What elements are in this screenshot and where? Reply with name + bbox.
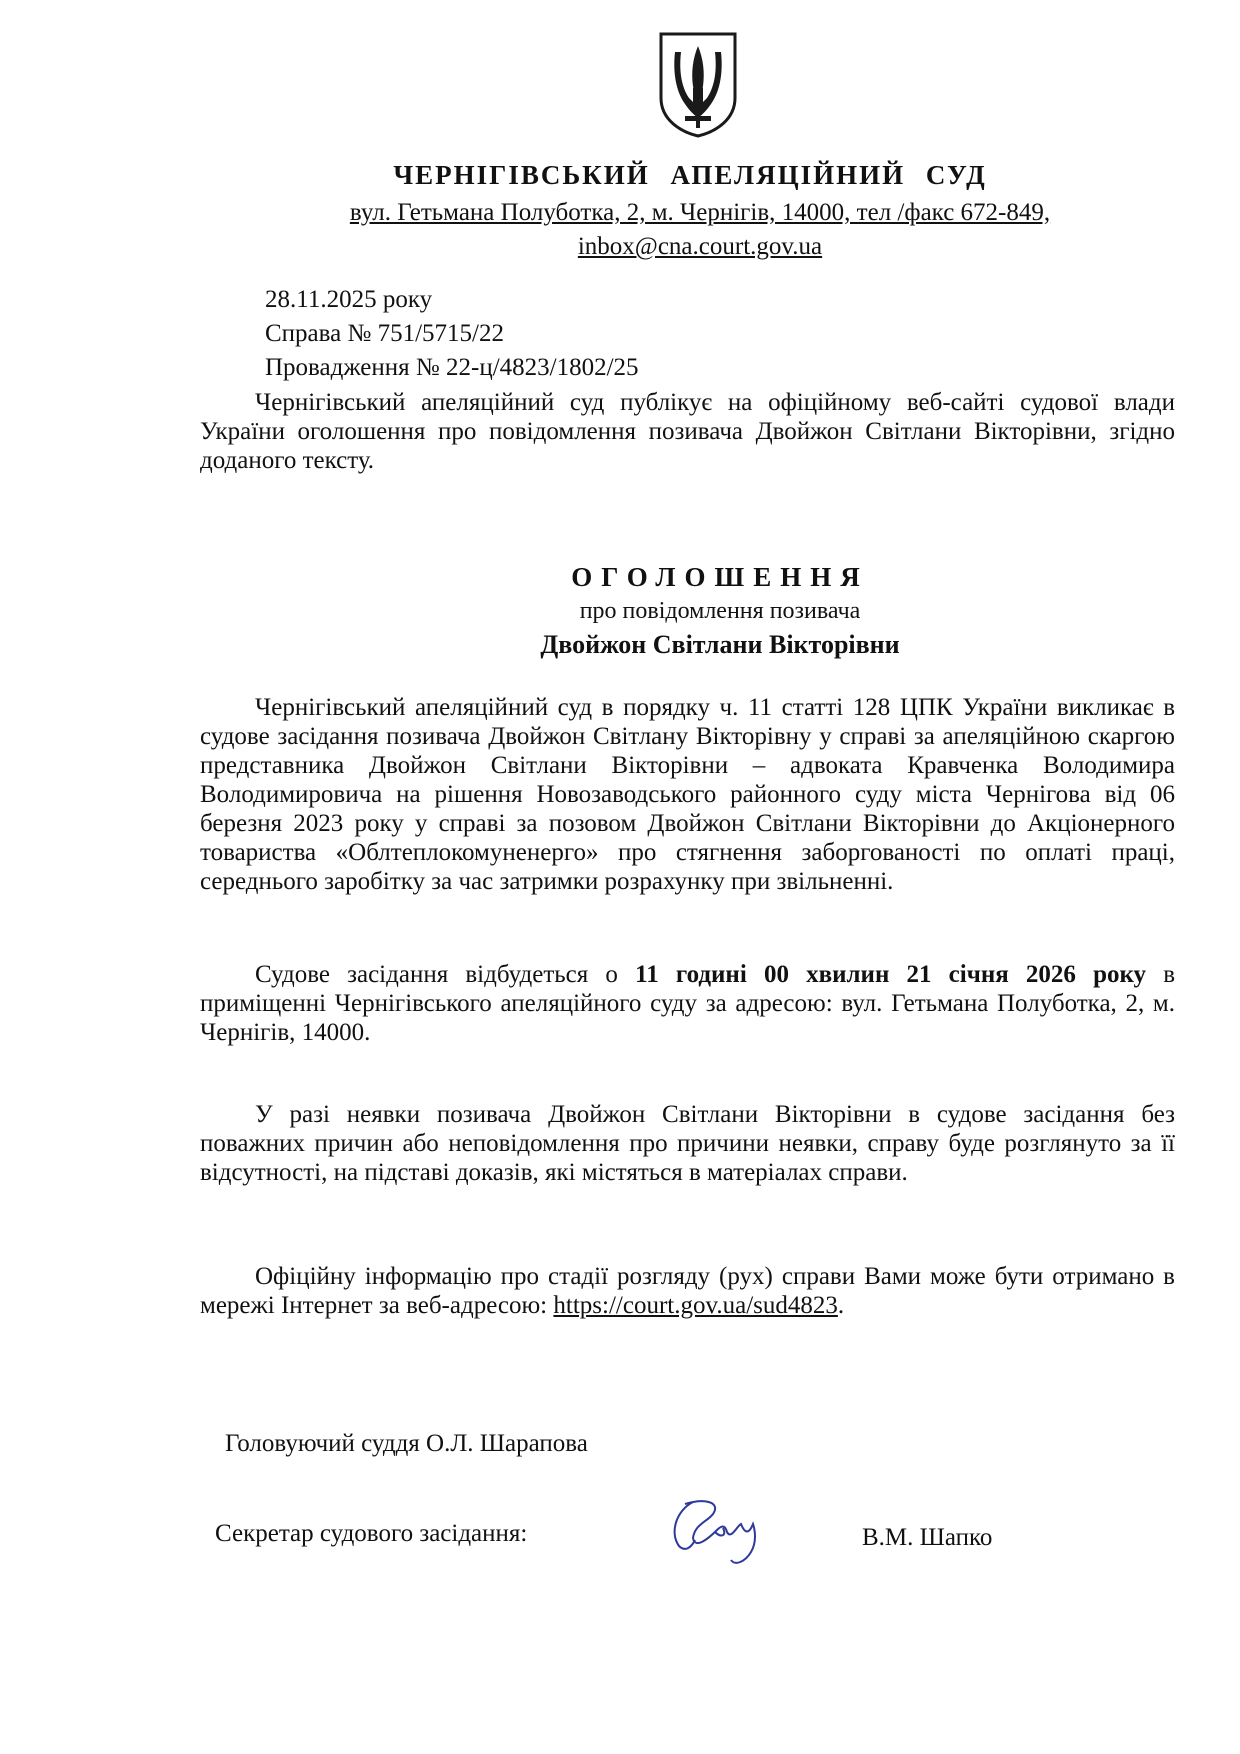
hearing-text-end: в приміщенні Чернігівського апеляційного суду за адресою: вул. Гетьмана Полуботка, 2, м. Чернігів, 14000. [200,961,1175,1046]
handwritten-signature [665,1490,795,1570]
court-name: ЧЕРНІГІВСЬКИЙ АПЕЛЯЦІЙНИЙ СУД [393,160,987,190]
hearing-text-start: Судове засідання відбудеться о [255,961,636,988]
address-line: вул. Гетьмана Полуботка, 2, м. Чернігів, 14000, тел /факс 672-849, [349,199,1051,226]
info-paragraph [200,1262,1175,1320]
secretary-label: Секретар судового засідання: [215,1520,528,1547]
summons-paragraph: Чернігівський апеляційний суд в порядку ч. 11 статті 128 ЦПК України викликає в судове засідання позивача Двойжон Світлану Вікторівну у справі за апеляційною скаргою представника Двойжон Світлани Вікторівни – адвоката Кравченка Володимира Володимировича на рішення Новозаводського районного суду міста Чернігова від 06 березня 2023 року у справі за позовом Двойжон Світлани Вікторівни до Акціонерного товариства «Облтеплокомуненерго» про стягнення заборгованості по оплаті праці, середнього заробітку за час затримки розрахунку при звільненні. [200,694,1175,895]
court-address [260,196,1140,264]
case-number: Справа № 751/5715/22 [265,320,504,347]
judge-signature-line: Головуючий суддя О.Л. Шарапова [225,1430,588,1457]
info-text-end: . [837,1292,845,1319]
absence-paragraph: У разі неявки позивача Двойжон Світлани Вікторівни в судове засідання без поважних причин або неповідомлення про причини неявки, справу буде розглянуто за її відсутності, на підставі доказів, які містяться в матеріалах справи. [200,1101,1175,1186]
secretary-name: В.М. Шапко [862,1524,993,1551]
announcement-title: ОГОЛОШЕННЯ [571,562,869,592]
court-website-link[interactable]: https://court.gov.ua/sud4823 [553,1292,838,1319]
document-date: 28.11.2025 року [265,286,433,313]
hearing-paragraph [200,960,1175,1047]
court-email-link[interactable]: inbox@cna.court.gov.ua [577,233,823,260]
announcement-subtitle: про повідомлення позивача [579,598,861,624]
plaintiff-name: Двойжон Світлани Вікторівни [540,630,900,659]
hearing-datetime: 11 годині 00 хвилин 21 січня 2026 року [635,961,1147,988]
proceeding-number: Провадження № 22-ц/4823/1802/25 [265,354,639,381]
info-text-start: Офіційну інформацію про стадії розгляду (рух) справи Вами може бути отримано в мережі Інтернет за веб-адресою: [200,1263,1175,1319]
intro-paragraph: Чернігівський апеляційний суд публікує на офіційному веб-сайті судової влади України оголошення про повідомлення позивача Двойжон Світлани Вікторівни, згідно доданого тексту. [200,389,1175,474]
trident-icon [655,28,741,140]
